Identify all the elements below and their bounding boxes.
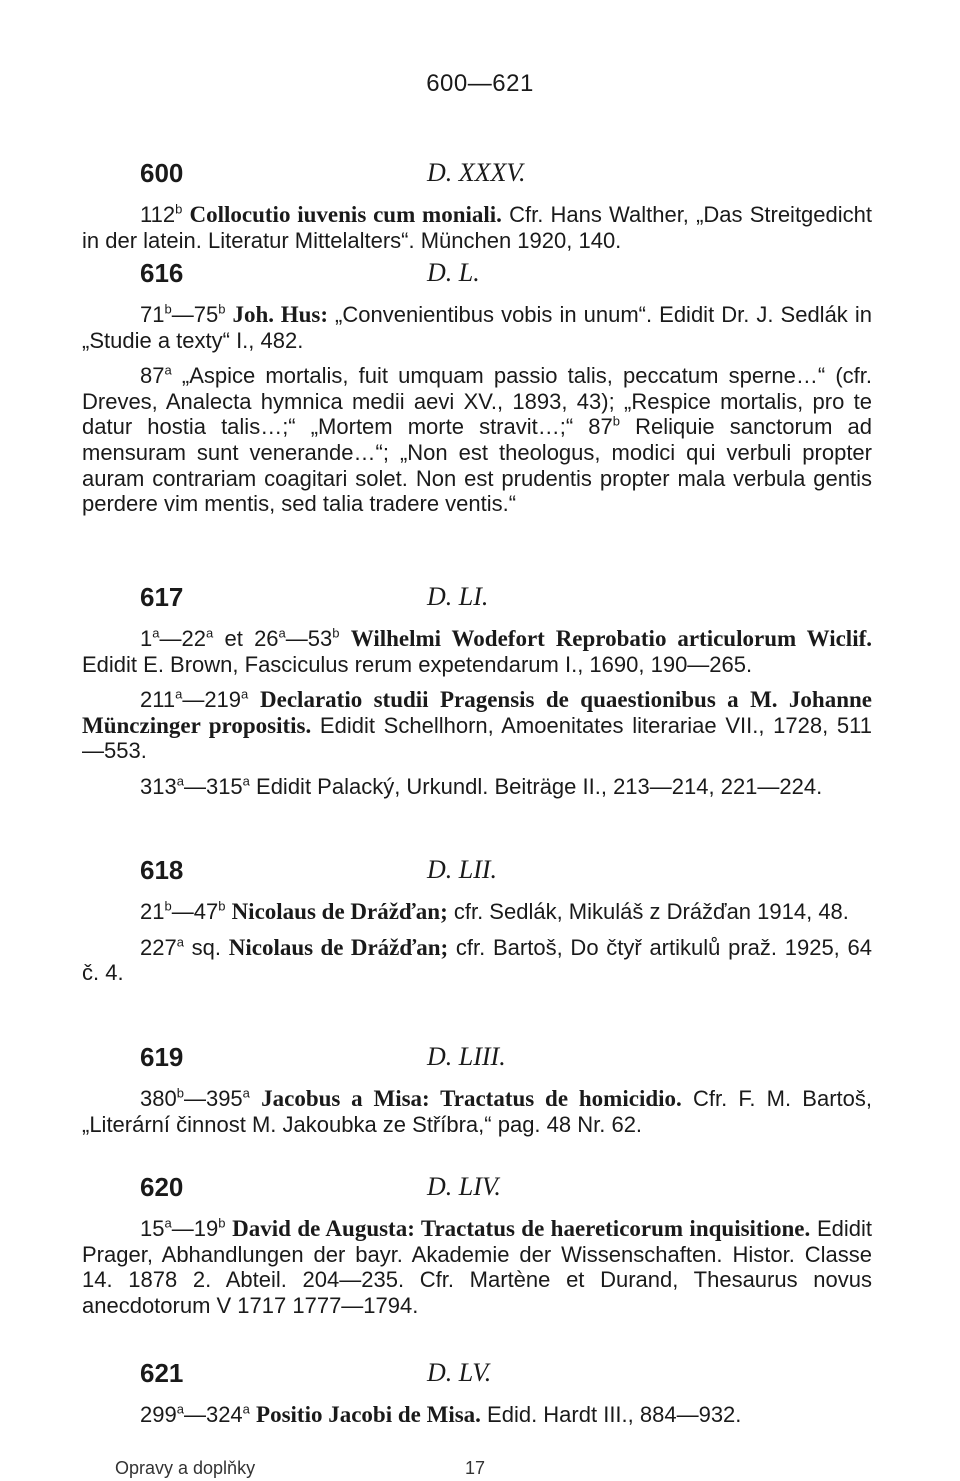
folio-side-superscript: a <box>175 686 183 702</box>
folio-side-superscript: a <box>242 1085 250 1101</box>
entry-number: 600 <box>140 158 184 188</box>
entry-heading <box>82 258 872 292</box>
work-title: Jacobus a Misa: Tractatus de homicidio. <box>261 1086 682 1111</box>
manuscript-code: D. LIV. <box>427 1172 501 1201</box>
text-run: —47 <box>171 899 219 924</box>
text-run: et 26 <box>213 626 279 651</box>
catalog-entry <box>82 1172 872 1318</box>
text-run: 71 <box>140 302 165 327</box>
page-number: 17 <box>465 1458 486 1478</box>
text-run: —19 <box>171 1216 219 1241</box>
work-title: Positio Jacobi de Misa. <box>256 1402 481 1427</box>
text-run: Edidit Prager, Abhandlungen der bayr. Akademie der Wissenschaften. Histor. Classe 14. 1878 2. Abteil. 204—235. Cfr. Martène et Durand, Thesaurus novus anecdotorum V 1717 1777—1794. <box>82 1216 872 1318</box>
work-title: David de Augusta: Tractatus de haereticorum inquisitione. <box>232 1216 811 1241</box>
text-run: 87 <box>140 363 165 389</box>
folio-side-superscript: a <box>205 625 214 641</box>
folio-side-superscript: b <box>218 301 226 317</box>
running-head: 600—621 <box>426 70 534 97</box>
catalog-entry <box>82 855 872 986</box>
entry-paragraph <box>82 687 872 764</box>
work-title: Collocutio iuvenis cum moniali. <box>189 202 502 227</box>
folio-side-superscript: a <box>164 1215 172 1231</box>
entry-heading <box>82 855 872 889</box>
work-title: Nicolaus de Drážďan; <box>231 899 448 924</box>
folio-side-superscript: b <box>176 1085 184 1101</box>
folio-side-superscript: b <box>164 898 172 914</box>
text-run: —219 <box>182 687 242 713</box>
entry-heading <box>82 1358 872 1392</box>
folio-side-superscript: a <box>164 362 172 378</box>
text-run <box>248 687 260 712</box>
folio-side-superscript: a <box>176 934 184 950</box>
entry-paragraph <box>82 899 872 925</box>
catalog-entry <box>82 1042 872 1137</box>
folio-side-superscript: a <box>242 773 250 789</box>
text-run: 21 <box>140 899 165 924</box>
entry-heading <box>82 582 872 616</box>
catalog-entry <box>82 158 872 253</box>
text-run: „Aspice mortalis, fuit umquam passio talis, peccatum sperne…“ (cfr. Dreves, Analecta hymnica medii aevi XV., 1893, 43); „Respice mortalis, pro te datur hostia talis…;“ „Mortem morte stravit…;“ 87 <box>82 363 872 440</box>
entry-number: 618 <box>140 855 184 885</box>
text-run: Edid. Hardt III., 884—932. <box>480 1402 742 1427</box>
text-run: —395 <box>183 1086 243 1111</box>
entry-heading <box>82 1042 872 1076</box>
folio-side-superscript: b <box>332 625 340 641</box>
folio-side-superscript: b <box>175 201 183 217</box>
entry-paragraph <box>82 1216 872 1318</box>
entry-paragraph <box>82 774 872 800</box>
text-run: cfr. Sedlák, Mikuláš z Drážďan 1914, 48. <box>447 899 849 924</box>
entry-paragraph <box>82 626 872 677</box>
text-run <box>182 202 189 227</box>
text-run <box>250 1086 261 1111</box>
folio-side-superscript: a <box>176 773 184 789</box>
folio-side-superscript: b <box>218 898 226 914</box>
text-run: Edidit Schellhorn, Amoenitates literariae VII., 1728, 511—553. <box>82 712 873 764</box>
catalog-entry <box>82 1358 872 1428</box>
work-title: Wilhelmi Wodefort Reprobatio articulorum Wiclif. <box>350 626 873 651</box>
work-title: Nicolaus de Drážďan; <box>228 934 449 960</box>
text-run: 380 <box>140 1086 177 1111</box>
text-run: 313 <box>140 773 177 799</box>
entry-number: 617 <box>140 582 184 612</box>
folio-side-superscript: b <box>218 1215 226 1231</box>
entry-number: 620 <box>140 1172 184 1202</box>
folio-side-superscript: b <box>612 414 620 430</box>
entry-paragraph <box>82 202 872 253</box>
text-run <box>340 626 351 651</box>
text-run: cfr. Bartoš, Do čtyř artikulů praž. 1925, 64 č. 4. <box>82 934 872 986</box>
text-run: Edidit Palacký, Urkundl. Beiträge II., 213—214, 221—224. <box>249 773 823 799</box>
text-run: —324 <box>183 1402 243 1427</box>
text-run: „Convenientibus vobis in unum“. Edidit Dr. J. Sedlák in „Studie a texty“ I., 482. <box>82 302 872 353</box>
entry-heading <box>82 158 872 192</box>
entry-paragraph <box>82 1086 872 1137</box>
manuscript-code: D. LIII. <box>427 1042 506 1071</box>
text-run: 1 <box>140 626 153 651</box>
folio-side-superscript: a <box>242 1401 250 1417</box>
text-run: 299 <box>140 1402 177 1427</box>
folio-side-superscript: a <box>278 625 286 641</box>
text-run: Cfr. F. M. Bartoš, „Literární činnost M. Jakoubka ze Stříbra,“ pag. 48 Nr. 62. <box>82 1086 872 1137</box>
text-run: 227 <box>140 934 177 960</box>
text-run: —315 <box>183 773 243 799</box>
text-run: 211 <box>140 687 176 713</box>
folio-side-superscript: a <box>152 625 160 641</box>
text-run: —22 <box>159 626 206 651</box>
text-run: —75 <box>171 302 219 327</box>
entry-number: 619 <box>140 1042 184 1072</box>
work-title: Declaratio studii Pragensis de quaestionibus a M. Johanne Münczinger propositis. <box>82 687 872 738</box>
manuscript-code: D. LI. <box>427 582 489 611</box>
manuscript-code: D. XXXV. <box>427 158 526 187</box>
text-run: Reliquie sanctorum ad mensuram sunt venerande…“; „Non est theologus, modici qui verbuli propter auram contrariam coagitari solet. Non est prudentis propter mala verbula gentis perdere vim mentis, sed talia tradere ventis.“ <box>82 414 872 517</box>
entry-number: 616 <box>140 258 184 288</box>
folio-side-superscript: b <box>164 301 172 317</box>
catalog-entry <box>82 582 872 800</box>
text-run: Edidit E. Brown, Fasciculus rerum expetendarum I., 1690, 190—265. <box>82 651 753 677</box>
catalog-entry <box>82 258 872 517</box>
entry-paragraph <box>82 935 872 986</box>
text-run: 15 <box>140 1216 165 1241</box>
text-run: sq. <box>183 934 229 960</box>
manuscript-code: D. LV. <box>427 1358 492 1387</box>
entry-paragraph <box>82 302 872 353</box>
text-run: Cfr. Hans Walther, „Das Streitgedicht in der latein. Literatur Mittelalters“. München 1920, 140. <box>82 202 873 253</box>
entry-heading <box>82 1172 872 1206</box>
work-title: Joh. Hus: <box>232 302 328 327</box>
folio-side-superscript: a <box>241 686 249 702</box>
manuscript-code: D. LII. <box>427 855 498 884</box>
entry-paragraph <box>82 1402 872 1428</box>
folio-side-superscript: a <box>176 1401 184 1417</box>
manuscript-code: D. L. <box>427 258 480 287</box>
footer-label: Opravy a doplňky <box>115 1458 256 1478</box>
text-run: —53 <box>285 626 333 651</box>
entry-number: 621 <box>140 1358 184 1388</box>
entry-paragraph <box>82 363 872 517</box>
text-run: 112 <box>140 202 176 227</box>
